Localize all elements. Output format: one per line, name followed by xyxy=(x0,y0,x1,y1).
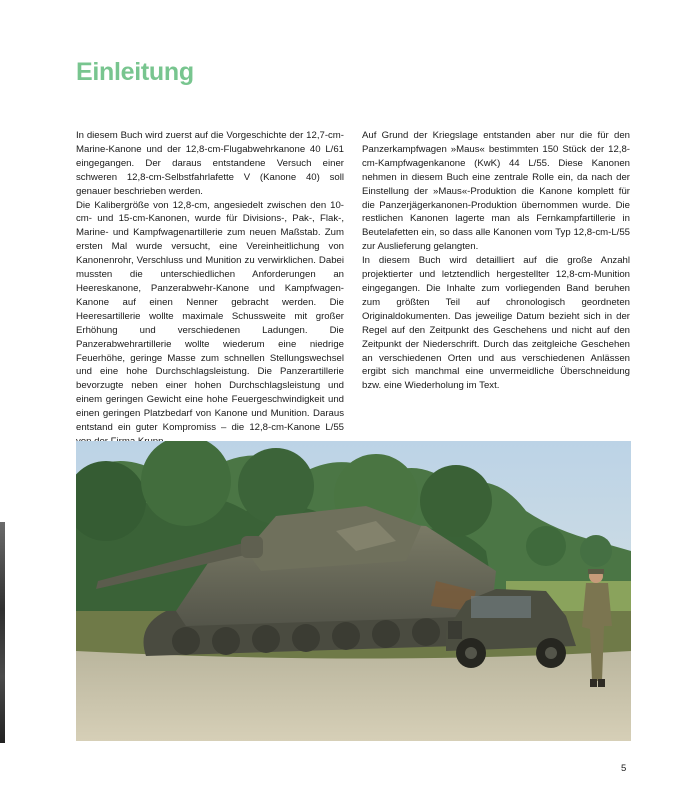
adjacent-page-photo-edge xyxy=(0,522,5,743)
paragraph: Auf Grund der Kriegslage entstanden aber nur die für den Panzerkampfwagen »Maus« bestimmten 150 Stück der 12,8-cm-Kampfwagenkanone (KwK) 44 L/55. Diese Kanonen nehmen in diesem Buch eine zentrale Rolle ein, da nach der Einstellung der »Maus«-Produktion die Kanone komplett für die Panzerjägerkanonen-Produktion übernommen wurde. Die restlichen Kanonen lagerte man als Fernkampfartillerie in Beutelafetten ein, so dass alle Kanonen vom Typ 12,8-cm-L/55 zur Auslieferung gelangten. xyxy=(362,130,630,253)
paragraph: In diesem Buch wird zuerst auf die Vorgeschichte der 12,7-cm-Marine-Kanone und der 12,8-cm-Flugabwehrkanone 40 L/61 eingegangen. Der daraus entstandene Versuch einer schweren 12,8-cm-Selbstfahrlafette V (Kanone 40) soll genauer beschrieben werden. xyxy=(76,130,344,197)
text-column-right xyxy=(362,129,630,393)
page-number: 5 xyxy=(621,763,627,774)
photo-tank-scene xyxy=(76,441,631,741)
photo-destroyed-tank-destroyer-with-car-and-soldier-icon xyxy=(76,441,631,741)
paragraph: Die Kalibergröße von 12,8-cm, angesiedelt zwischen den 10-cm- und 15-cm-Kanonen, wurde für Divisions-, Pak-, Flak-, Marine- und Kampfwagenartillerie zum neuen Maßstab. Zum ersten Mal wurde versucht, eine Vereinheitlichung von Kanonenrohr, Verschluss und Munition zu verwirklichen. Dabei mussten die unterschiedlichen Anforderungen an Heereskanone, Panzerabwehr-Kanone und Kampfwagen-Kanone auf einen Nenner gebracht werden. Die Heeresartillerie wollte maximale Schussweite mit großer Erhöhung und verschiedenen Ladungen. Die Panzerabwehrartillerie wollte wiederum eine niedrige Feuerhöhe, geringe Masse zum schnellen Stellungswechsel und eine hohe Durchschlagsleistung. Die Panzerartillerie bevorzugte neben einer hohen Durchschlagsleistung und einem geringen Gewicht eine hohe Feuergeschwindigkeit und einen geringen Platzbedarf von Kanone und Munition. Daraus entstand ein guter Kompromiss – die 12,8-cm-Kanone L/55 xyxy=(76,199,344,434)
text-column-left xyxy=(76,129,344,449)
paragraph: In diesem Buch wird detailliert auf die große Anzahl projektierter und letztendlich hergestellter 12,8-cm-Munition eingegangen. Die Inhalte zum vorliegenden Band beruhen zum größten Teil auf chronologisch geordneten Originaldokumenten. Das jeweilige Datum bezieht sich in der Regel auf den Zeitpunkt des Geschehens und nicht auf den Zeitpunkt der Niederschrift. Durch das zeitgleiche Geschehen an verschiedenen Orten und aus verschiedenen Anlässen ergibt sich manchmal eine unvermeidliche Überschneidung bzw. eine Wiederholung im Text. xyxy=(362,255,630,392)
page-title: Einleitung xyxy=(76,58,194,86)
